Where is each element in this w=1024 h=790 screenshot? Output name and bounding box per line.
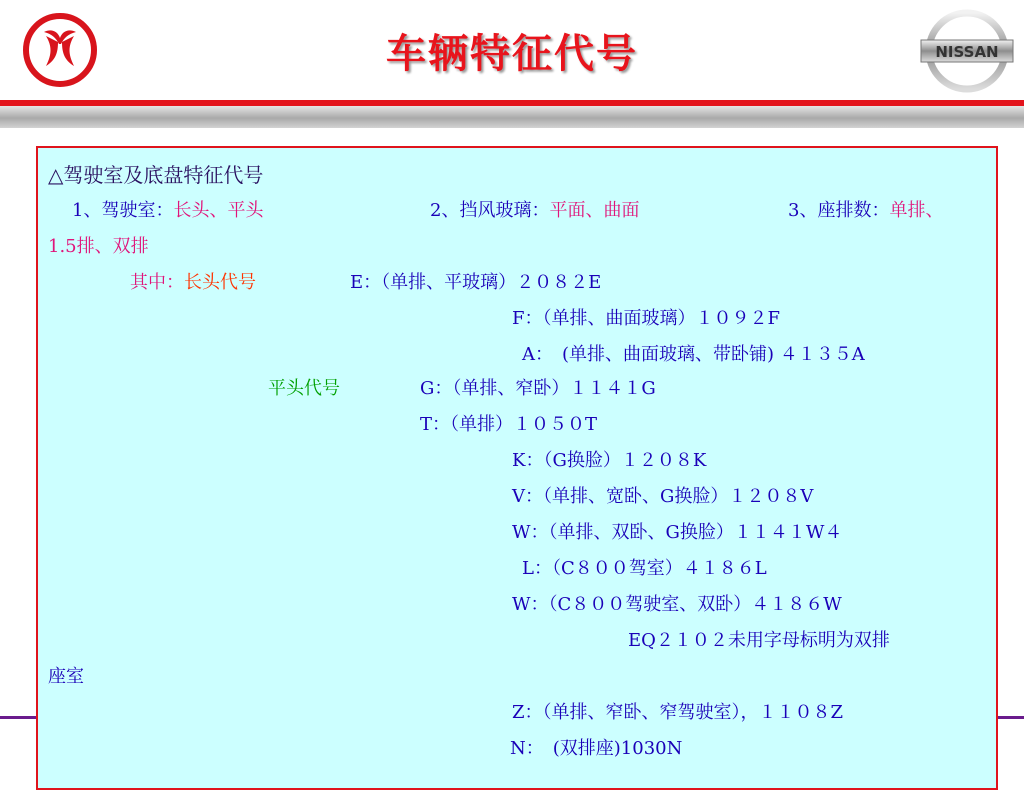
code-z: Z：（单排、窄卧、窄驾驶室），１１０８Z <box>512 702 844 723</box>
flat-head-label: 平头代号 <box>268 378 340 399</box>
code-a: A： (单排、曲面玻璃、带卧铺) ４１３５A <box>522 344 865 365</box>
content-panel <box>36 146 998 790</box>
item-seats-value-a: 单排、 <box>889 200 944 221</box>
item-windshield <box>430 200 639 222</box>
footer-line-right <box>997 716 1024 719</box>
item-windshield-value: 平面、曲面 <box>549 200 640 221</box>
code-l: L：（C８００驾室）４１８６L <box>522 558 767 579</box>
note-eq2102: EQ２１０２未用字母标明为双排 <box>628 630 890 651</box>
code-n: N： (双排座)1030N <box>510 738 683 759</box>
section-heading: △驾驶室及底盘特征代号 <box>48 163 264 187</box>
code-w2: W：（C８００驾驶室、双卧）４１８６W <box>512 594 842 615</box>
code-g: G：（单排、窄卧）１１４１G <box>420 378 656 399</box>
code-f: F：（单排、曲面玻璃）１０９２F <box>512 308 780 329</box>
footer-line-left <box>0 716 37 719</box>
item-seats <box>788 200 943 222</box>
code-v: V：（单排、宽卧、G换脸）１２０８V <box>512 486 814 507</box>
long-head-prefix-text: 其中： <box>130 272 184 293</box>
long-head-label: 长头代号 <box>184 272 256 293</box>
item-seats-label: 3、座排数： <box>788 200 890 221</box>
slide-header <box>0 0 1024 130</box>
code-e: E：（单排、平玻璃）２０８２E <box>350 272 602 293</box>
page-title: 车辆特征代号 <box>386 31 638 77</box>
item-cab-label: 1、驾驶室： <box>72 200 174 221</box>
code-w: W：（单排、双卧、G换脸）１１４１W４ <box>512 522 843 543</box>
code-k: K：（G换脸）１２０８K <box>512 450 707 471</box>
nissan-logo-icon <box>918 8 1016 94</box>
item-seats-value-b: 1.5排、双排 <box>48 236 149 257</box>
item-cab <box>72 200 263 222</box>
header-gray-band <box>0 106 1024 128</box>
item-cab-value: 长头、平头 <box>173 200 264 221</box>
code-t: T：（单排）１０５０T <box>420 414 598 435</box>
note-eq2102-cont: 座室 <box>48 666 84 687</box>
long-head-prefix <box>130 272 256 294</box>
item-windshield-label: 2、挡风玻璃： <box>430 200 550 221</box>
svg-text:NISSAN: NISSAN <box>935 43 999 61</box>
